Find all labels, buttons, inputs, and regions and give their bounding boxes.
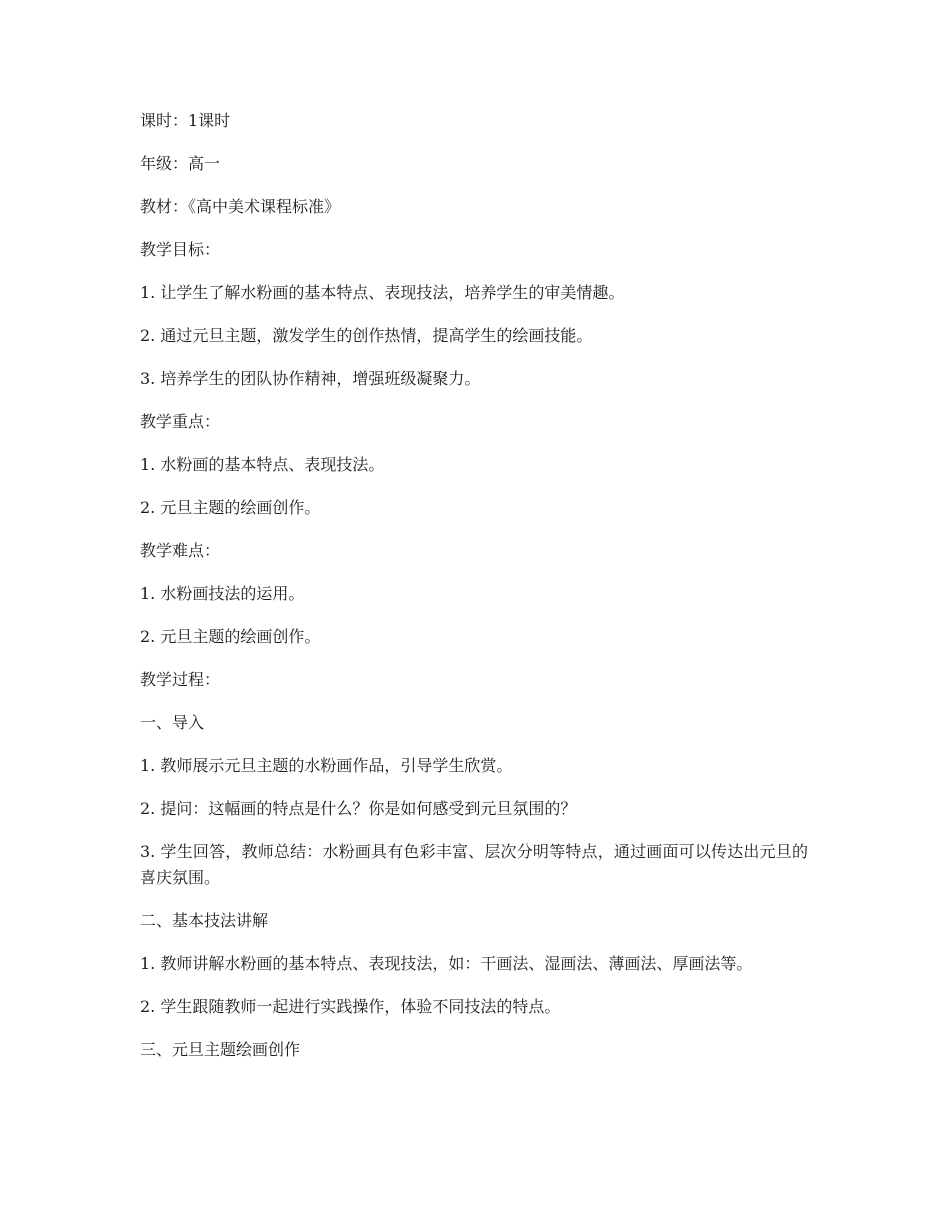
step-item: 2. 提问：这幅画的特点是什么？你是如何感受到元旦氛围的？: [140, 799, 577, 818]
grade-level: 年级：高一: [140, 154, 221, 173]
step-heading-intro: 一、导入: [140, 713, 205, 732]
section-heading-process: 教学过程：: [140, 670, 221, 689]
key-point-item: 1. 水粉画的基本特点、表现技法。: [140, 455, 385, 474]
section-heading-key-points: 教学重点：: [140, 412, 221, 431]
step-item: 2. 学生跟随教师一起进行实践操作，体验不同技法的特点。: [140, 997, 561, 1016]
textbook: 教材：《高中美术课程标准》: [140, 197, 341, 216]
document-body: [140, 108, 808, 1080]
step-item: 3. 学生回答，教师总结：水粉画具有色彩丰富、层次分明等特点，通过画面可以传达出元旦的喜庆氛围。: [140, 842, 808, 887]
objective-item: 2. 通过元旦主题，激发学生的创作热情，提高学生的绘画技能。: [140, 326, 593, 345]
objective-item: 3. 培养学生的团队协作精神，增强班级凝聚力。: [140, 369, 481, 388]
key-point-item: 2. 元旦主题的绘画创作。: [140, 498, 321, 517]
difficulty-item: 2. 元旦主题的绘画创作。: [140, 627, 321, 646]
objective-item: 1. 让学生了解水粉画的基本特点、表现技法，培养学生的审美情趣。: [140, 283, 625, 302]
section-heading-difficulties: 教学难点：: [140, 541, 221, 560]
section-heading-objectives: 教学目标：: [140, 240, 221, 259]
step-item: 1. 教师展示元旦主题的水粉画作品，引导学生欣赏。: [140, 756, 513, 775]
difficulty-item: 1. 水粉画技法的运用。: [140, 584, 305, 603]
step-item: 1. 教师讲解水粉画的基本特点、表现技法，如：干画法、湿画法、薄画法、厚画法等。: [140, 954, 753, 973]
step-heading-techniques: 二、基本技法讲解: [140, 911, 269, 930]
lesson-duration: 课时：1课时: [140, 111, 231, 130]
step-heading-creation: 三、元旦主题绘画创作: [140, 1040, 301, 1059]
